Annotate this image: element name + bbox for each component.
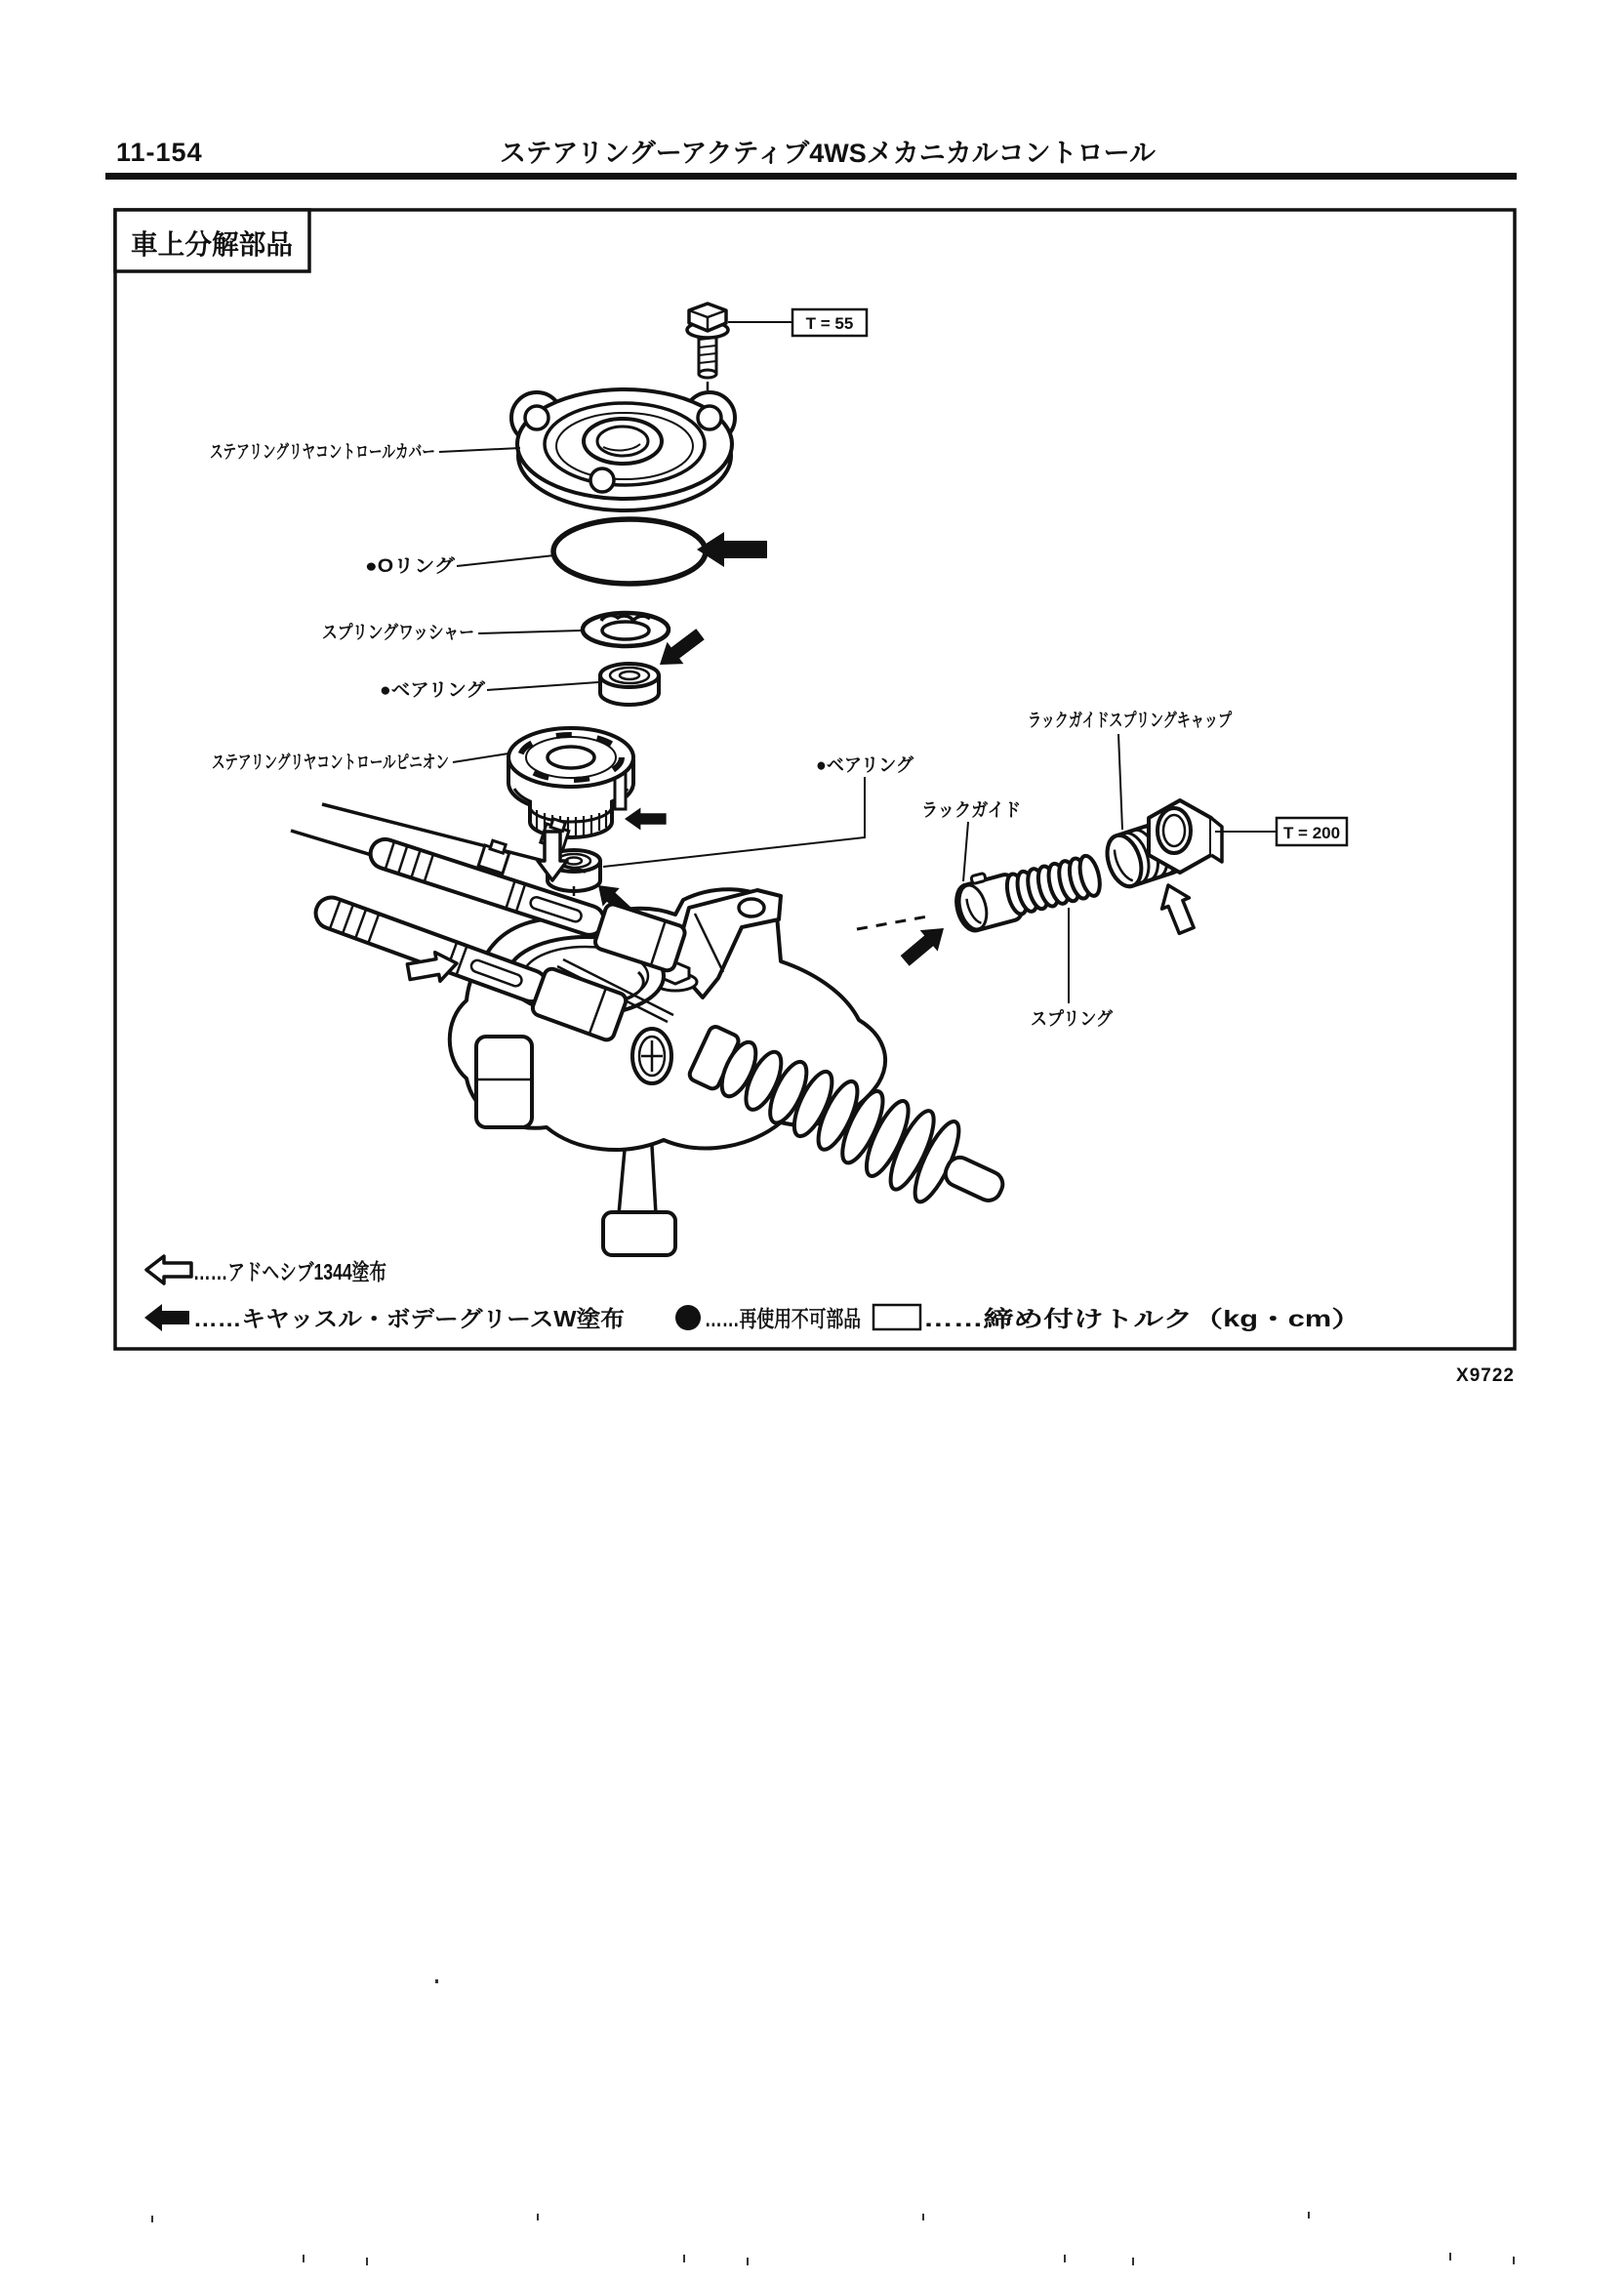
adhesive-arrow-icon — [1155, 879, 1200, 936]
cover-leader — [439, 448, 520, 452]
spring-cap-leader — [1118, 734, 1122, 830]
pinion-label: ステアリングリヤコントロールピニオン — [212, 753, 544, 773]
spring-washer-leader — [478, 631, 581, 633]
control-cover — [511, 389, 735, 510]
rack-guide-spring — [1003, 854, 1103, 916]
legend-adhesive-label: ……アドヘシブ1344塗布 — [193, 1259, 386, 1284]
spring-washer-label: スプリングワッシャー — [322, 623, 506, 643]
bearing-upper — [600, 664, 659, 705]
cover-bolt — [687, 304, 728, 378]
legend-grease-arrow-icon — [144, 1304, 189, 1331]
lock-nut — [1149, 800, 1222, 873]
spring-washer — [583, 613, 669, 646]
torque55-value: T = 55 — [805, 314, 854, 333]
grease-arrow-icon — [896, 917, 953, 971]
rack-guide-dash — [857, 916, 933, 929]
legend-grease-label: ……キヤッスル・ボデーグリースW塗布 — [193, 1306, 625, 1331]
cover-label: ステアリングリヤコントロールカバー — [210, 442, 523, 463]
header-rule — [105, 173, 1517, 180]
o-ring — [553, 519, 706, 584]
control-pinion — [508, 728, 633, 837]
grease-arrow-icon — [697, 532, 767, 567]
o-ring-leader — [457, 555, 554, 566]
figure-code: X9722 — [1456, 1365, 1515, 1386]
legend-non-reusable-icon — [675, 1305, 701, 1330]
spring-label: スプリング — [1031, 1009, 1122, 1030]
bearing-lower-label: ●ベアリング — [816, 755, 919, 776]
legend-torque-label: ……締め付けトルク（kg・cm） — [923, 1306, 1361, 1331]
bearing-upper-label: ●ベアリング — [380, 680, 483, 701]
scan-artifacts — [151, 1979, 1515, 2265]
pinion-leader — [453, 753, 508, 762]
o-ring-label: ●Oリング — [365, 556, 446, 577]
bearing-upper-leader — [487, 682, 598, 690]
figure-heading: 車上分解部品 — [131, 229, 293, 260]
legend-torque-box-icon — [873, 1305, 920, 1329]
rack-guide-leader — [963, 822, 968, 881]
legend-non-reusable-label: ……再使用不可部品 — [705, 1306, 861, 1331]
grease-arrow-icon — [625, 808, 667, 831]
legend-adhesive-arrow-icon — [146, 1256, 191, 1283]
torque-callout-200 — [1277, 818, 1347, 845]
page-title: ステアリングーアクティブ4WSメカニカルコントロール — [500, 139, 1156, 168]
rack-guide-label: ラックガイド — [921, 800, 1021, 821]
page-number: 11-154 — [116, 138, 203, 167]
torque200-value: T = 200 — [1282, 824, 1341, 842]
spring-cap-label: ラックガイドスプリングキャップ — [1028, 711, 1304, 731]
rack-housing — [291, 804, 1019, 1255]
torque-callout-55 — [792, 309, 867, 336]
figure-border — [115, 210, 1515, 1349]
